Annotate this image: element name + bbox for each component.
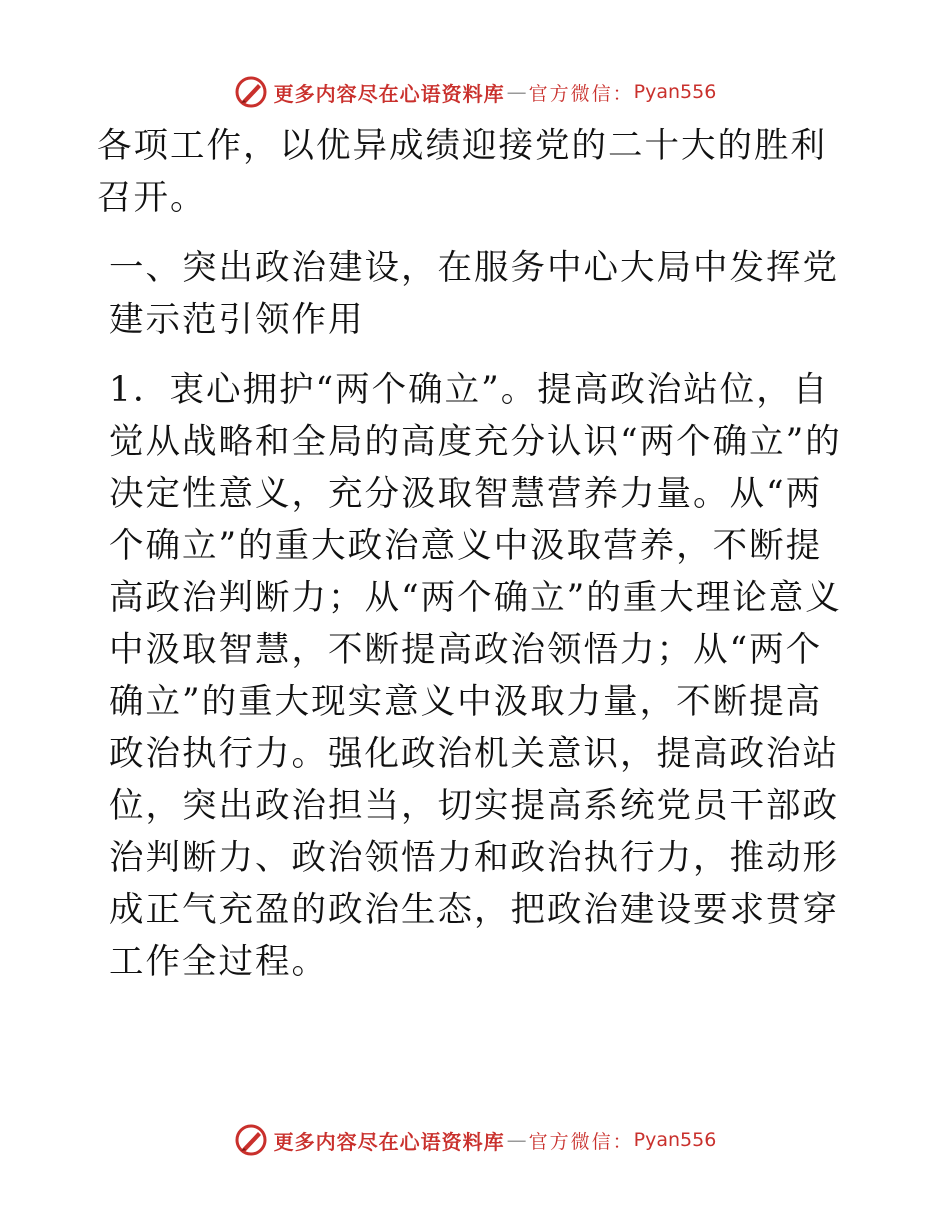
header-banner xyxy=(0,72,950,112)
section-heading: 一、突出政治建设，在服务中心大局中发挥党建示范引领作用 xyxy=(109,248,839,340)
pen-logo-icon xyxy=(234,75,268,109)
banner-wechat-id: Pyan556 xyxy=(633,81,717,103)
item-paragraph-1: 1．衷心拥护“两个确立”。提高政治站位，自觉从战略和全局的高度充分认识“两个确立”的决定性意义，充分汲取智慧营养力量。从“两个确立”的重大政治意义中汲取营养，不断提高政治判断力；从“两个确立”的重大理论意义中汲取智慧，不断提高政治领悟力；从“两个确立”的重大现实意义中汲取力量，不断提高政治执行力。强化政治机关意识，提高政治站位，突出政治担当，切实提高系统党员干部政治判断力、政治领悟力和政治执行力，推动形成正气充盈的政治生态，把政治建设要求贯穿工作全过程。 xyxy=(109,370,842,982)
banner-promo-text: 更多内容尽在心语资料库 xyxy=(273,81,505,106)
banner-promo-text: 更多内容尽在心语资料库 xyxy=(273,1129,505,1154)
banner-contact-label: 官方微信： xyxy=(528,1130,634,1153)
continuation-paragraph: 各项工作，以优异成绩迎接党的二十大的胜利召开。 xyxy=(97,126,827,218)
document-body xyxy=(97,120,857,997)
banner-wechat-id: Pyan556 xyxy=(633,1129,717,1151)
banner-contact-label: 官方微信： xyxy=(528,82,634,105)
banner-dash: — xyxy=(506,80,527,104)
banner-dash: — xyxy=(506,1128,527,1152)
footer-banner xyxy=(0,1120,950,1160)
pen-logo-icon xyxy=(234,1123,268,1157)
